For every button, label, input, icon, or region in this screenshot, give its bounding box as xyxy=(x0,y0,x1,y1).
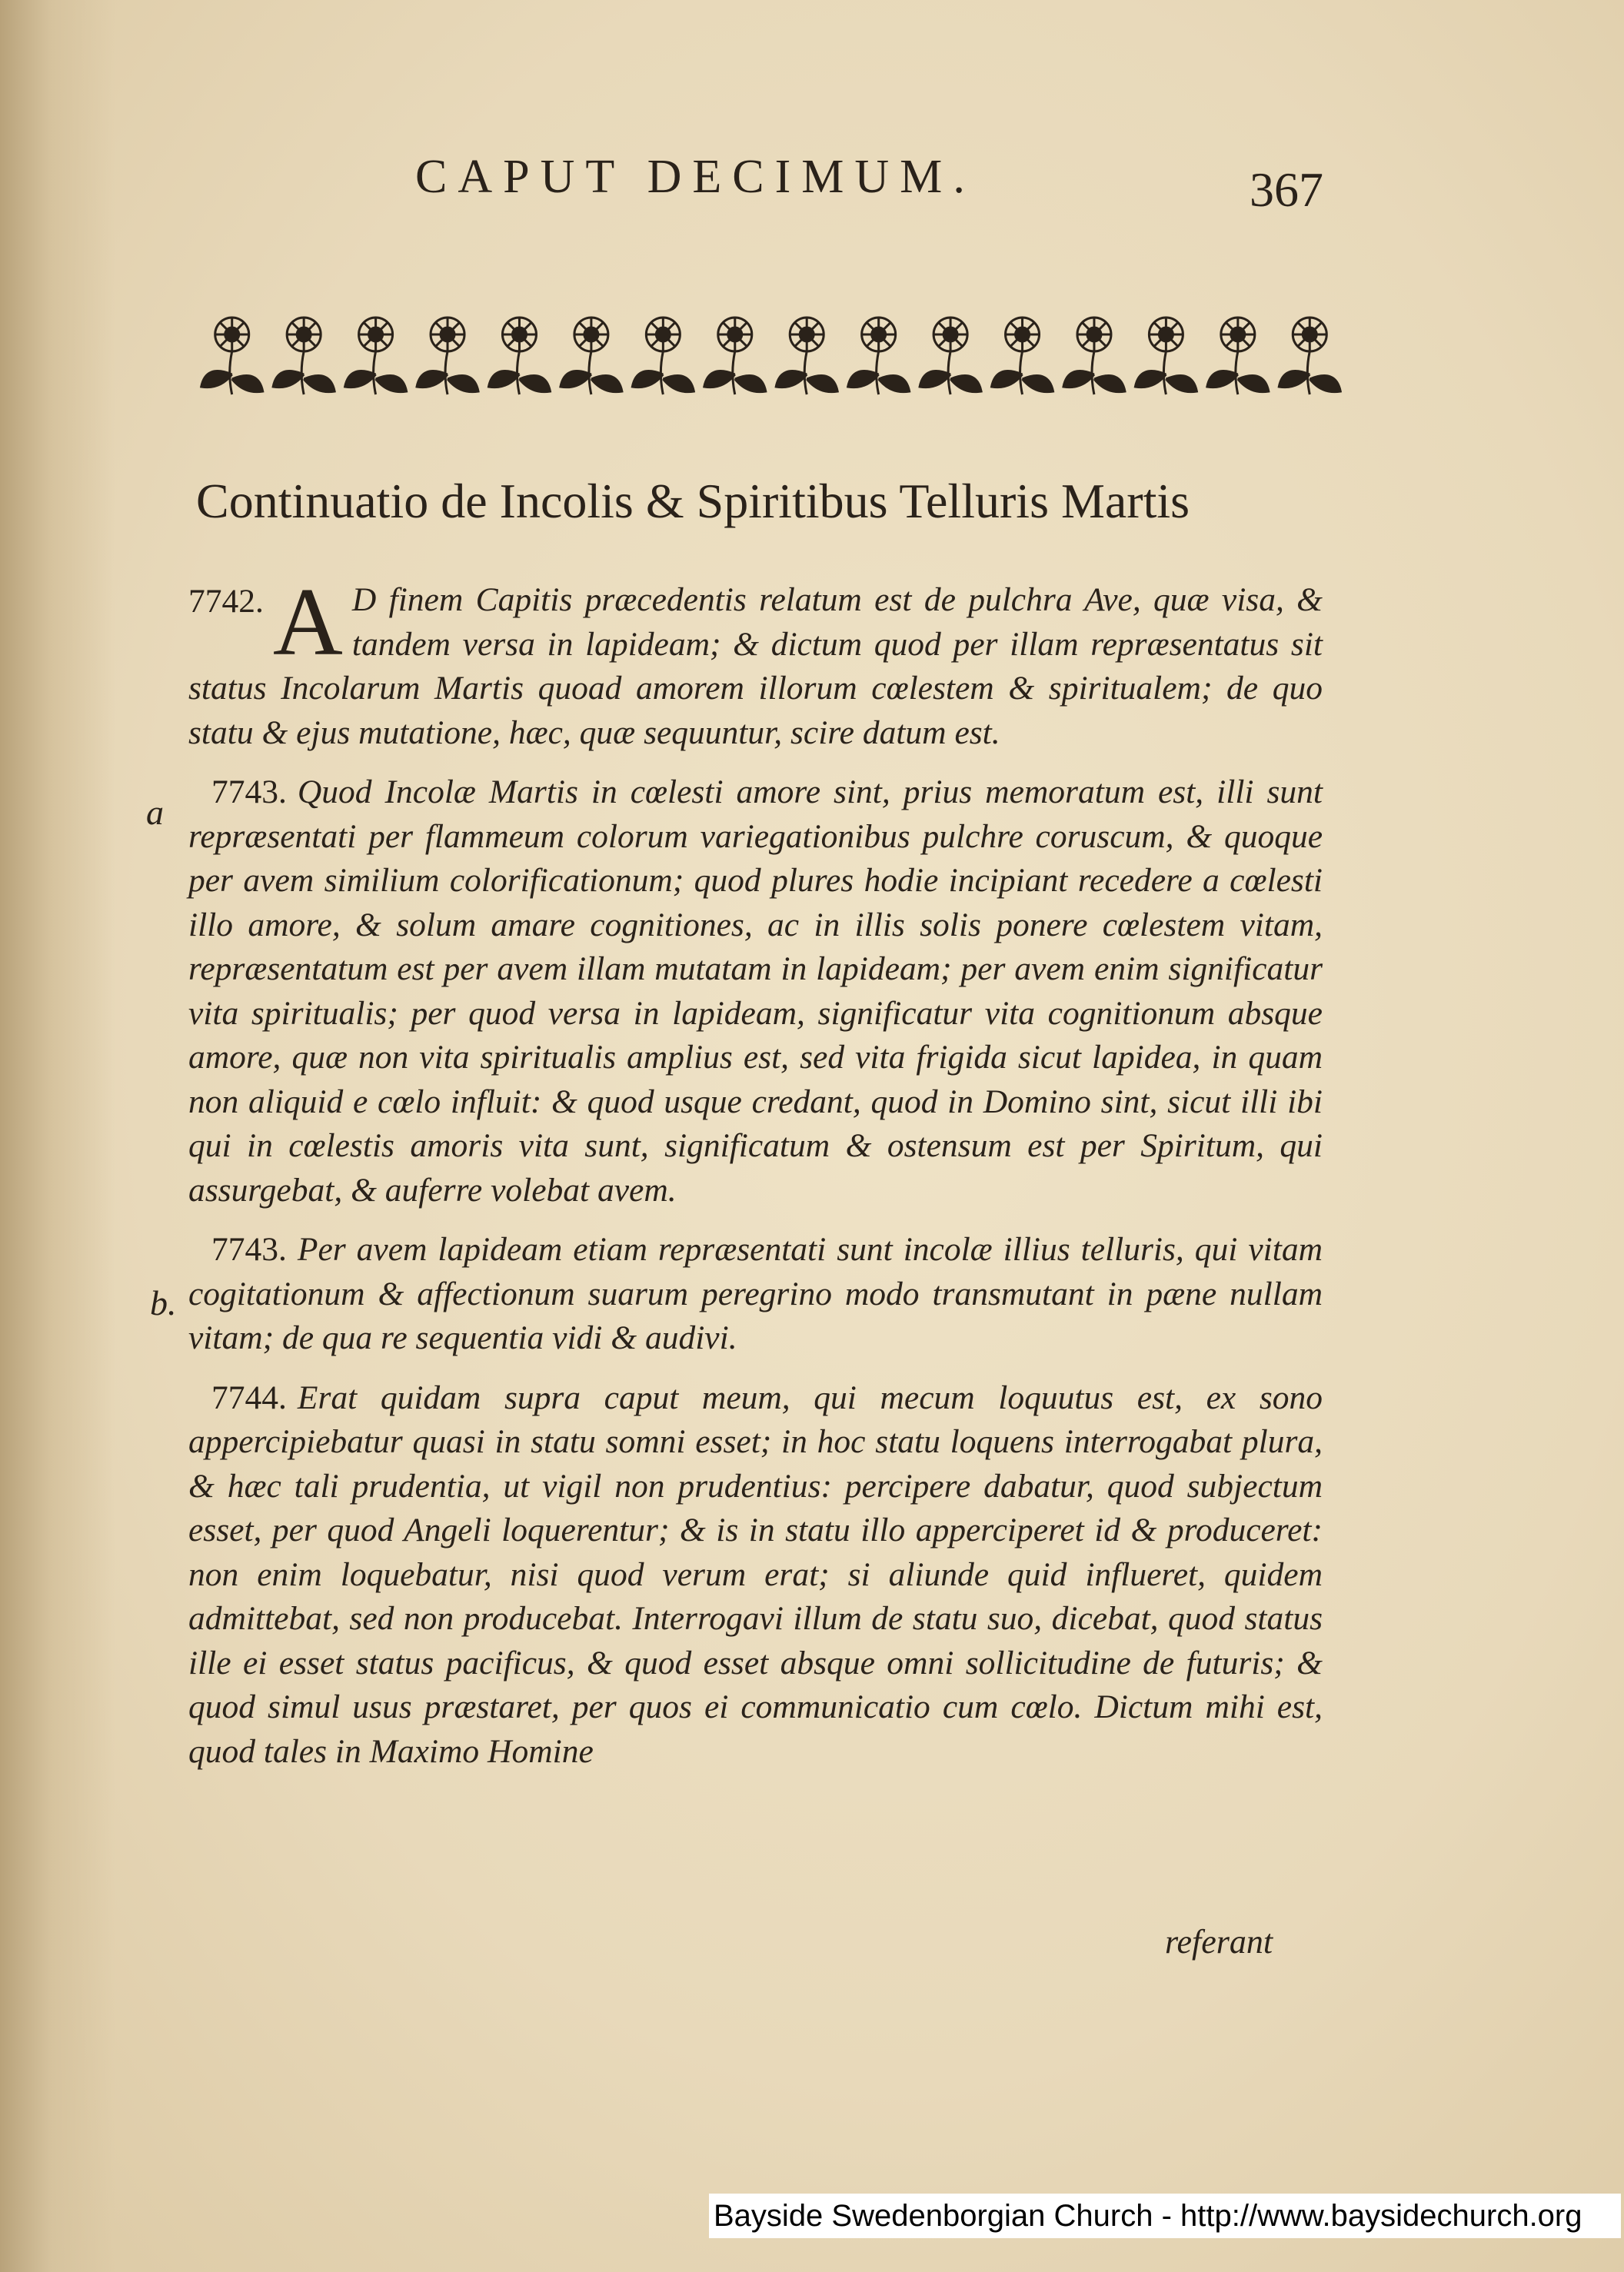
floral-ornament-band xyxy=(196,304,1346,404)
paragraph-number: 7742. xyxy=(188,583,264,620)
ornament-flower xyxy=(1279,318,1340,394)
paragraph-number: 7743. xyxy=(211,1231,287,1268)
ornament-flower xyxy=(992,318,1053,394)
watermark-banner: Bayside Swedenborgian Church - http://www.baysidechurch.org xyxy=(709,2194,1621,2238)
page-number: 367 xyxy=(1250,162,1323,217)
ornament-flower xyxy=(704,318,766,394)
ornament-flower xyxy=(201,318,263,394)
ornament-flower xyxy=(561,318,622,394)
catchword: referant xyxy=(1165,1923,1273,1961)
ornament-flower xyxy=(488,318,550,394)
chapter-title: Continuatio de Incolis & Spiritibus Telluris Martis xyxy=(196,474,1190,528)
ornament-flower xyxy=(632,318,694,394)
paragraph-7744 xyxy=(188,1376,1323,1775)
paragraph-7742 xyxy=(188,569,1323,755)
drop-cap: A xyxy=(272,569,343,676)
ornament-flower xyxy=(848,318,910,394)
body-text xyxy=(188,569,1323,1789)
running-head: CAPUT DECIMUM. xyxy=(415,151,976,203)
paragraph-text: Quod Incolæ Martis in cœlesti amore sint, prius memoratum est, illi sunt repræsentati per flammeum colorum variegationibus pulchre coruscum, & quoque per avem similium colorificationum; quod plures hodie incipiant recedere a cœlesti illo amore, & solum amare cognitiones, ac in illis solis ponere cœlestem vitam, repræsentatum est per avem illam mutatam in lapideam; per avem enim significatur vita spiritualis; per quod versa in lapideam, significatur vita cognitionum absque amore, quæ non vita spiritualis amplius est, sed vita frigida sicut lapidea, in quam non aliquid e cœlo influit: & quod usque credant, quod in Domino sint, sicut illi ibi qui in cœlestis amoris vita sunt, significatum & ostensum est per Spiritum, qui assurgebat, & auferre volebat avem. xyxy=(188,773,1323,1209)
ornament-flower xyxy=(417,318,478,394)
paragraph-number: 7743. xyxy=(211,773,287,810)
paragraph-text: Erat quidam supra caput meum, qui mecum loquutus est, ex sono appercipiebatur quasi in statu somni esset; in hoc statu loquens interrogabat plura, & hæc tali prudentia, ut vigil non prudentius: percipere dabatur, quod subjectum esset, per quod Angeli loquerentur; & is in statu illo apperciperet id & produceret: non enim loquebatur, nisi quod verum erat; si aliunde quid influeret, quidem admittebat, sed non producebat. Interrogavi illum de statu suo, dicebat, quod status ille ei esset status pacificus, & quod esset absque omni sollicitudine de futuris; & quod simul usus præstaret, per quos ei communicatio cum cœlo. Dictum mihi est, quod tales in Maximo Homine xyxy=(188,1379,1323,1770)
paragraph-text: D finem Capitis præcedentis relatum est de pulchra Ave, quæ visa, & tandem versa in lapideam; & dictum quod per illam repræsentatus sit status Incolarum Martis quoad amorem illorum cœlestem & spiritualem; de quo statu & ejus mutatione, hæc, quæ sequuntur, scire datum est. xyxy=(188,581,1323,751)
paragraph-7743b xyxy=(188,1228,1323,1361)
ornament-flower xyxy=(1135,318,1196,394)
ornament-flower xyxy=(1207,318,1269,394)
paragraph-text: Per avem lapideam etiam repræsentati sunt incolæ illius telluris, qui vitam cogitationum & affectionum suarum peregrino modo transmutant in pæne nullam vitam; de qua re sequentia vidi & audivi. xyxy=(188,1231,1323,1356)
margin-mark-a: a xyxy=(146,793,164,832)
margin-mark-b: b. xyxy=(150,1283,177,1322)
ornament-flower xyxy=(273,318,334,394)
ornament-flower xyxy=(1063,318,1125,394)
ornament-flower xyxy=(920,318,981,394)
ornament-flower xyxy=(345,318,407,394)
paragraph-7743a xyxy=(188,770,1323,1213)
paragraph-number: 7744. xyxy=(211,1379,287,1416)
page-gutter-shadow xyxy=(0,0,115,2272)
ornament-flower xyxy=(776,318,837,394)
